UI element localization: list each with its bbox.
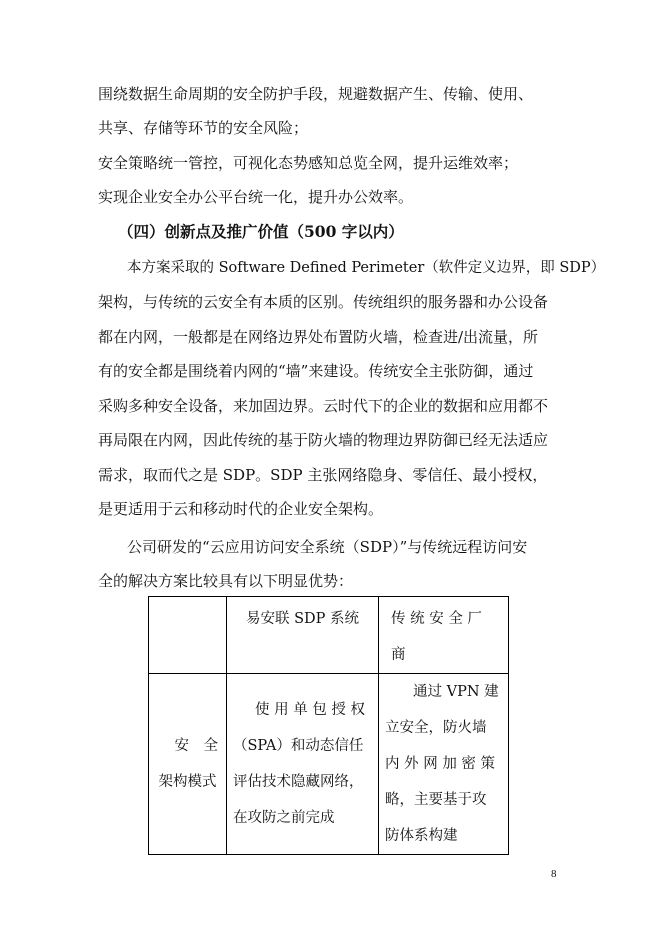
table-cell-text: 在攻防之前完成 — [233, 810, 335, 826]
table-header-cell — [227, 597, 379, 674]
table-cell-text: 内 外 网 加 密 策 — [385, 756, 496, 772]
text-line: 本方案采取的 Software Defined Perimeter（软件定义边界，即 SDP） — [127, 260, 606, 276]
table-header-corner-text — [149, 597, 226, 601]
text-line: 再局限在内网，因此传统的基于防火墙的物理边界防御已经无法适应 — [98, 431, 549, 449]
text-line: 围绕数据生命周期的安全防护手段，规避数据产生、传输、使用、 — [98, 85, 534, 103]
table-cell-text: 略，主要基于攻 — [385, 792, 487, 808]
text-line: 共享、存储等环节的安全风险； — [98, 119, 309, 137]
table-header-row — [149, 597, 509, 674]
page-number: 8 — [551, 868, 557, 880]
text-line: 采购多种安全设备，来加固边界。云时代下的企业的数据和应用都不 — [98, 397, 549, 415]
text-line: 实现企业安全办公平台统一化，提升办公效率。 — [98, 188, 414, 206]
table-header-text: 易安联 SDP 系统 — [245, 611, 360, 627]
table-cell-text: 防体系构建 — [385, 828, 458, 844]
text-line: 安全策略统一管控，可视化态势感知总览全网，提升运维效率； — [98, 154, 519, 172]
table-cell-text: 安 全 — [174, 738, 218, 754]
table-row — [149, 674, 509, 855]
text-line: 都在内网，一般都是在网络边界处布置防火墙，检查进/出流量，所 — [98, 328, 539, 346]
table-cell-text: 通过 VPN 建 — [413, 684, 499, 700]
table-cell — [379, 674, 509, 855]
text-line: 架构，与传统的云安全有本质的区别。传统组织的服务器和办公设备 — [98, 293, 549, 311]
comparison-table — [148, 596, 509, 855]
table-cell-text: 使 用 单 包 授 权 — [255, 702, 366, 718]
text-line: 是更适用于云和移动时代的企业安全架构。 — [98, 500, 384, 518]
table-cell-text: 立安全，防火墙 — [385, 720, 487, 736]
table-cell-text: 架构模式 — [158, 774, 217, 790]
section-heading: （四）创新点及推广价值（500 字以内） — [118, 222, 404, 241]
table-cell-text: （SPA）和动态信任 — [233, 738, 364, 754]
text-line: 全的解决方案比较具有以下明显优势： — [98, 572, 354, 590]
text-line: 公司研发的“云应用访问安全系统（SDP）”与传统远程访问安 — [127, 538, 528, 556]
text-line: 有的安全都是围绕着内网的“墙”来建设。传统安全主张防御，通过 — [98, 362, 534, 380]
table-cell-text: 评估技术隐藏网络， — [233, 774, 364, 790]
table-header-text: 商 — [391, 647, 406, 663]
table-header-corner — [149, 597, 227, 674]
text-line: 需求，取而代之是 SDP。SDP 主张网络隐身、零信任、最小授权， — [98, 466, 548, 484]
table-header-text: 传 统 安 全 厂 — [391, 611, 482, 627]
table-header-cell — [379, 597, 509, 674]
table-cell — [227, 674, 379, 855]
table-row-label — [149, 674, 227, 855]
